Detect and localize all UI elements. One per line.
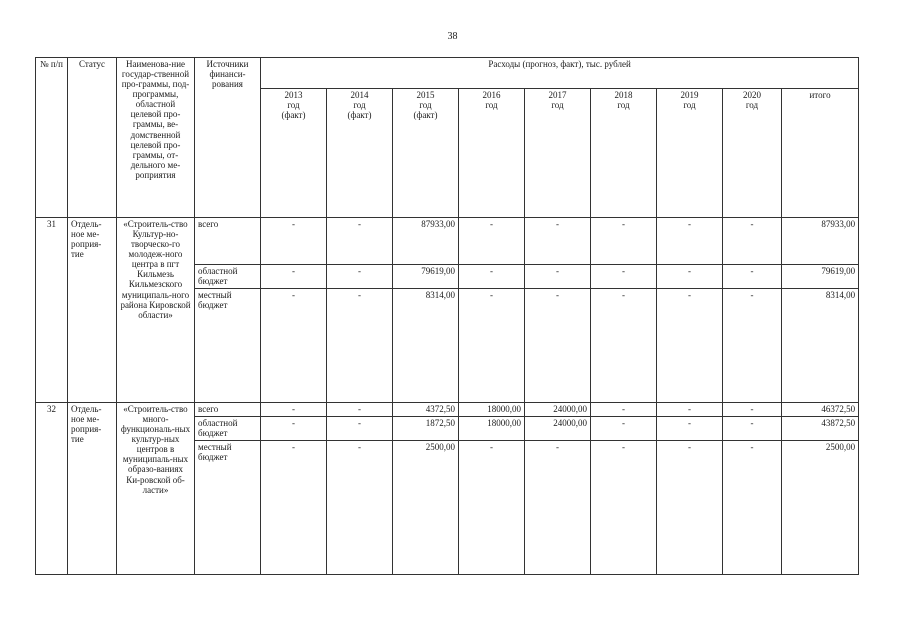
header-expenses: Расходы (прогноз, факт), тыс. рублей: [261, 58, 859, 89]
row-value: -: [525, 264, 591, 288]
row-value: -: [723, 289, 782, 403]
header-year: 2014 год (факт): [327, 89, 393, 218]
header-year: 2013 год (факт): [261, 89, 327, 218]
row-value: -: [657, 264, 723, 288]
row-value: -: [723, 417, 782, 441]
row-source: местный бюджет: [195, 441, 261, 575]
row-value: -: [327, 403, 393, 417]
row-value: -: [723, 264, 782, 288]
row-source: всего: [195, 218, 261, 265]
row-value: -: [591, 441, 657, 575]
row-total: 79619,00: [782, 264, 859, 288]
row-value: -: [261, 441, 327, 575]
table-row: [36, 218, 859, 265]
row-value: 24000,00: [525, 417, 591, 441]
row-value: -: [459, 289, 525, 403]
row-source: местный бюджет: [195, 289, 261, 403]
table-body: [36, 218, 859, 575]
row-name: «Строитель-ство много-функциональ-ных культур-ных центров в муниципаль-ных образо-ваниях Ки-ровской об-ласти»: [117, 403, 195, 575]
row-value: -: [327, 289, 393, 403]
row-value: -: [459, 264, 525, 288]
row-value: -: [723, 441, 782, 575]
row-source: областной бюджет: [195, 417, 261, 441]
row-value: -: [657, 403, 723, 417]
row-value: -: [459, 218, 525, 265]
row-value: 2500,00: [393, 441, 459, 575]
header-year: 2015 год (факт): [393, 89, 459, 218]
row-value: 18000,00: [459, 403, 525, 417]
row-total: 87933,00: [782, 218, 859, 265]
header-year: 2020 год: [723, 89, 782, 218]
row-total: 46372,50: [782, 403, 859, 417]
row-number: 31: [36, 218, 68, 403]
row-value: -: [327, 264, 393, 288]
row-total: 2500,00: [782, 441, 859, 575]
row-number: 32: [36, 403, 68, 575]
row-value: -: [327, 218, 393, 265]
row-value: -: [657, 289, 723, 403]
row-value: -: [657, 417, 723, 441]
row-value: 1872,50: [393, 417, 459, 441]
row-total: 8314,00: [782, 289, 859, 403]
header-year: 2017 год: [525, 89, 591, 218]
row-status: Отдель-ное ме-роприя-тие: [68, 218, 117, 403]
row-value: -: [261, 218, 327, 265]
page-number: 38: [447, 31, 458, 42]
row-value: -: [261, 403, 327, 417]
header-source: Источники финанси-рования: [195, 58, 261, 218]
row-value: -: [591, 218, 657, 265]
row-value: -: [525, 441, 591, 575]
row-source: областной бюджет: [195, 264, 261, 288]
header-total: итого: [782, 89, 859, 218]
row-value: -: [525, 289, 591, 403]
header-num: № п/п: [36, 58, 68, 218]
header-status: Статус: [68, 58, 117, 218]
header-name: Наименова-ние государ-ственной про-граммы, под-программы, областной целевой про-граммы, ве-домственной целевой про-граммы, от-дельного ме-роприятия: [117, 58, 195, 218]
row-status: Отдель-ное ме-роприя-тие: [68, 403, 117, 575]
row-value: -: [723, 218, 782, 265]
row-total: 43872,50: [782, 417, 859, 441]
row-value: -: [591, 264, 657, 288]
row-value: -: [723, 403, 782, 417]
row-value: -: [261, 289, 327, 403]
row-value: -: [459, 441, 525, 575]
row-source: всего: [195, 403, 261, 417]
row-value: -: [591, 403, 657, 417]
row-value: -: [591, 289, 657, 403]
row-value: 87933,00: [393, 218, 459, 265]
row-value: 18000,00: [459, 417, 525, 441]
header-year: 2019 год: [657, 89, 723, 218]
header-year: 2018 год: [591, 89, 657, 218]
row-value: -: [327, 441, 393, 575]
row-value: 24000,00: [525, 403, 591, 417]
table-row: [36, 403, 859, 417]
table-header: [36, 58, 859, 218]
row-value: -: [591, 417, 657, 441]
header-year: 2016 год: [459, 89, 525, 218]
row-value: -: [525, 218, 591, 265]
row-value: 4372,50: [393, 403, 459, 417]
row-value: 8314,00: [393, 289, 459, 403]
row-value: -: [327, 417, 393, 441]
budget-table: [35, 57, 859, 575]
row-value: -: [261, 264, 327, 288]
row-value: -: [261, 417, 327, 441]
row-value: 79619,00: [393, 264, 459, 288]
row-value: -: [657, 218, 723, 265]
row-value: -: [657, 441, 723, 575]
row-name: «Строитель-ство Культур-но-творческо-го молодеж-ного центра в пгт Кильмезь Кильмезского муниципаль-ного района Кировской области»: [117, 218, 195, 403]
